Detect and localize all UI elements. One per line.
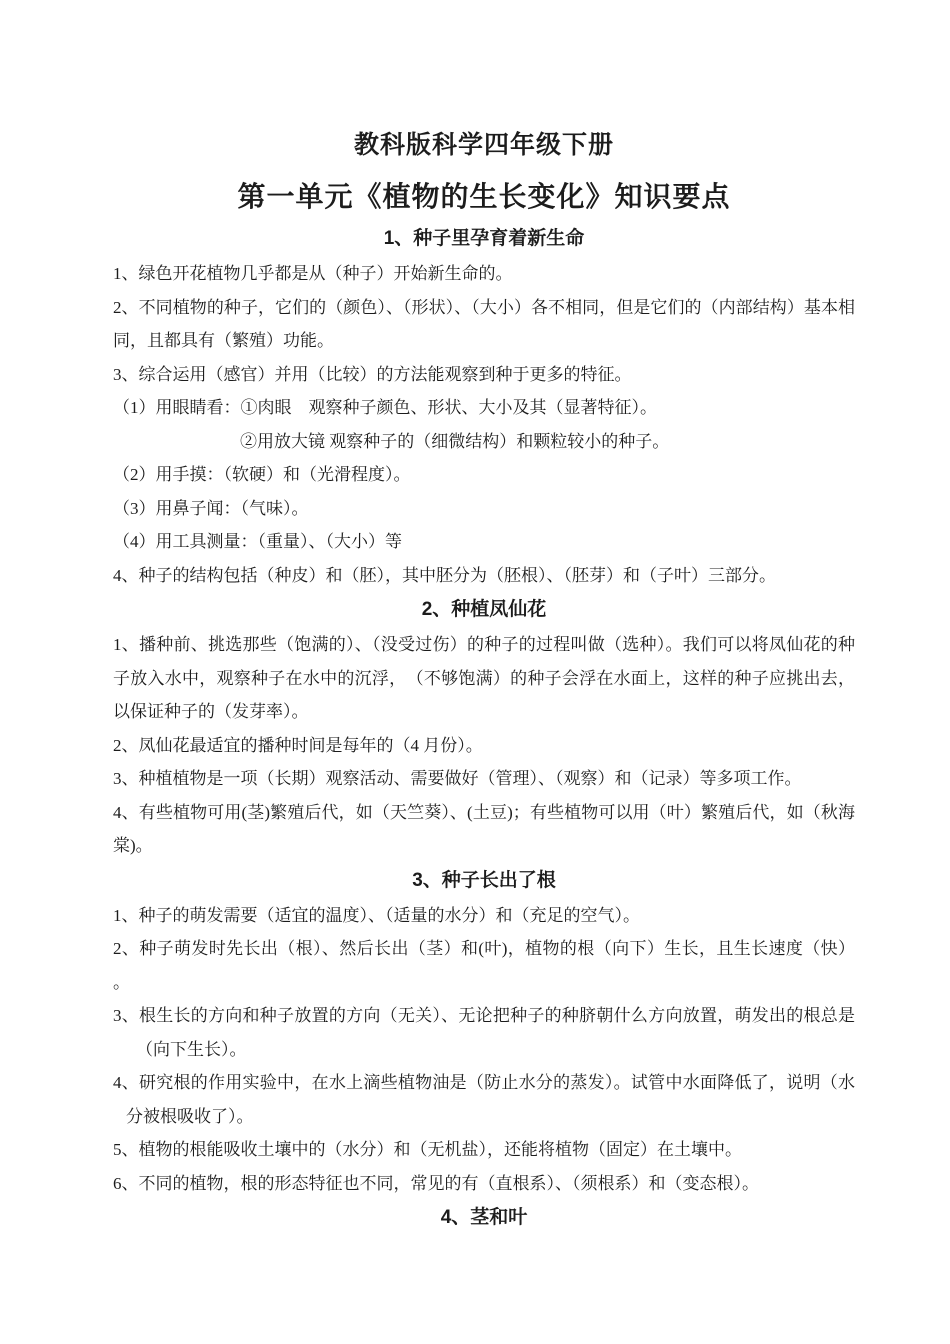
unit-title: 第一单元《植物的生长变化》知识要点 [237,181,731,212]
paragraph: 3、综合运用（感官）并用（比较）的方法能观察到种于更多的特征。 [113,364,632,384]
paragraph: （3）用鼻子闻：（气味）。 [113,498,309,518]
section-heading: 1、种子里孕育着新生命 [383,228,585,249]
paragraph: 3、根生长的方向和种子放置的方向（无关）、无论把种子的种脐朝什么方向放置，萌发出的根总是（向下生长）。 [113,1006,855,1059]
paragraph: （2）用手摸：（软硬）和（光滑程度）。 [113,465,411,484]
paragraph: 5、植物的根能吸收土壤中的（水分）和（无机盐），还能将植物（固定）在土壤中。 [113,1140,742,1159]
paragraph: （4）用工具测量：（重量）、（大小）等 [113,532,402,551]
sections-container [113,221,855,1236]
paragraph: 2、不同植物的种子，它们的（颜色）、（形状）、（大小）各不相同，但是它们的（内部结构）基本相同，且都具有（繁殖）功能。 [113,297,855,350]
paragraph: （1）用眼睛看：①肉眼 观察种子颜色、形状、大小及其（显著特征）。 [113,398,657,417]
paragraph: 2、种子萌发时先长出（根）、然后长出（茎）和(叶)，植物的根（向下）生长，且生长速度（快） 。 [113,939,855,992]
section-heading: 4、茎和叶 [440,1207,528,1228]
paragraph: 1、播种前、挑选那些（饱满的）、（没受过伤）的种子的过程叫做（选种）。我们可以将凤仙花的种子放入水中，观察种子在水中的沉浮， （不够饱满）的种子会浮在水面上，这样的种子应挑出去，以保证种子的（发芽率）。 [113,635,855,721]
document-title: 教科版科学四年级下册 [353,131,614,159]
section-heading: 2、种植凤仙花 [421,599,547,620]
paragraph: 4、研究根的作用实验中，在水上滴些植物油是（防止水分的蒸发）。试管中水面降低了，说明（水分被根吸收了）。 [113,1073,855,1126]
paragraph: 4、种子的结构包括（种皮）和（胚），其中胚分为（胚根）、（胚芽）和（子叶）三部分。 [113,565,776,585]
paragraph: 1、绿色开花植物几乎都是从（种子）开始新生命的。 [113,264,513,283]
paragraph: ②用放大镜 观察种子的（细微结构）和颗粒较小的种子。 [240,431,670,451]
paragraph: 6、不同的植物，根的形态特征也不同，常见的有（直根系）、（须根系）和（变态根）。 [113,1173,759,1193]
paragraph: 2、凤仙花最适宜的播种时间是每年的（4 月份）。 [113,735,483,755]
paragraph: 4、有些植物可用(茎)繁殖后代，如（天竺葵）、(土豆)；有些植物可以用（叶）繁殖后代，如（秋海棠)。 [113,802,855,855]
paragraph: 3、种植植物是一项（长期）观察活动、需要做好（管理）、（观察）和（记录）等多项工作。 [113,769,802,788]
paragraph: 1、种子的萌发需要（适宜的温度）、（适量的水分）和（充足的空气）。 [113,905,640,925]
section-heading: 3、种子长出了根 [412,869,556,891]
